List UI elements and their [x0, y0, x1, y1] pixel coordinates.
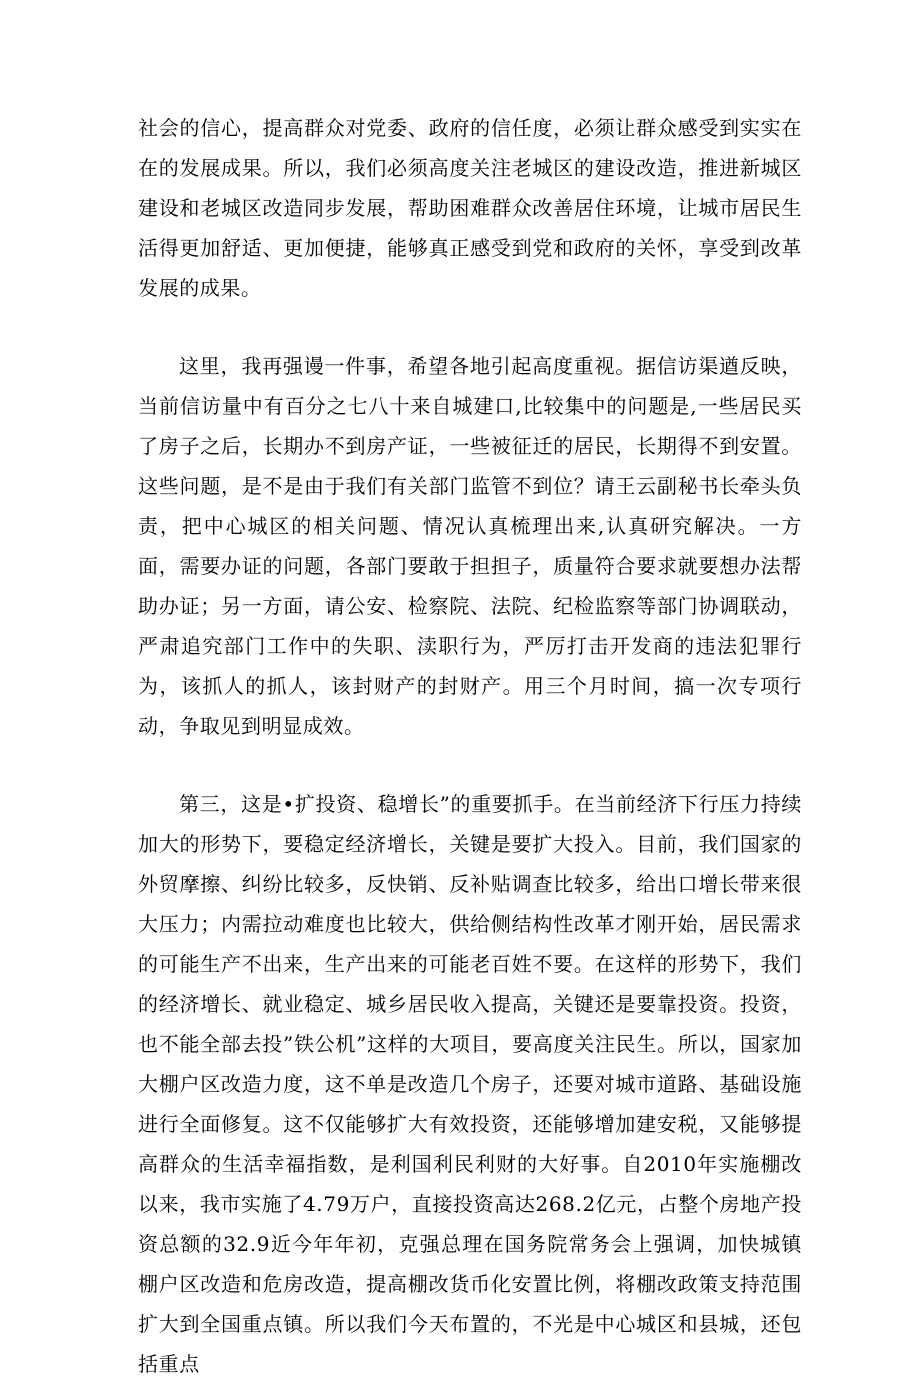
document-page — [138, 108, 802, 1384]
paragraph-2: 这里，我再强谩一件事，希望各地引起高度重视。据信访渠遒反映，当前信访量中有百分之七八十来自城建口,比较集中的问题是,一些居民买了房子之后，长期办不到房产证，一些被征迁的居民，长期得不到安置。这些问题，是不是由于我们有关部门监管不到位？请王云副秘书长牵头负责，把中心城区的相关问题、情况认真梳理出来,认真研究解决。一方面，需要办证的问题，各部门要敢于担担子，质量符合要求就要想办法帮助办证；另一方面，请公安、检察院、法院、纪检监察等部门协调联动，严肃追究部门工作中的失职、渎职行为，严厉打击开发商的违法犯罪行为，该抓人的抓人，该封财产的封财产。用三个月时间，搞一次专项行动，争取见到明显成效。 — [138, 354, 802, 738]
paragraph-1: 社会的信心，提高群众对党委、政府的信任度，必须让群众感受到实实在在的发展成果。所以，我们必须高度关注老城区的建设改造，推进新城区建设和老城区改造同步发展，帮助困难群众改善居住环境，让城市居民生活得更加舒适、更加便捷，能够真正感受到党和政府的关怀，享受到改革发展的成果。 — [138, 116, 802, 300]
paragraph-3: 第三，这是•扩投资、稳增长”的重要抓手。在当前经济下行压力持续加大的形势下，要稳定经济增长，关键是要扩大投入。目前，我们国家的外贸摩擦、纠纷比较多，反快销、反补贴调查比较多，给出口增长带来很大压力；内需拉动难度也比较大，供给侧结构性改革才刚开始，居民需求的可能生产不出来，生产出来的可能老百姓不要。在这样的形势下，我们的经济增长、就业稳定、城乡居民收入提高，关键还是要靠投资。投资，也不能全部去投”铁公机”这样的大项目，要高度关注民生。所以，国家加大棚户区改造力度，这不单是改造几个房子，还要对城市道路、基础设施进行全面修复。这不仅能够扩大有效投资，还能够增加建安税，又能够提高群众的生活幸福指数，是利国利民利财的大好事。自2010年实施棚改以来，我市实施了4.79万户，直接投资高达268.2亿元，占整个房地产投资总额的32.9近今年年初，克强总理在国务院常务会上强调，加快城镇棚户区改造和危房改造，提高棚改货币化安置比例，将棚改政策支持范围扩大到全国重点镇。所以我们今天布置的，不光是中心城区和县城，还包括重点 — [138, 792, 802, 1376]
